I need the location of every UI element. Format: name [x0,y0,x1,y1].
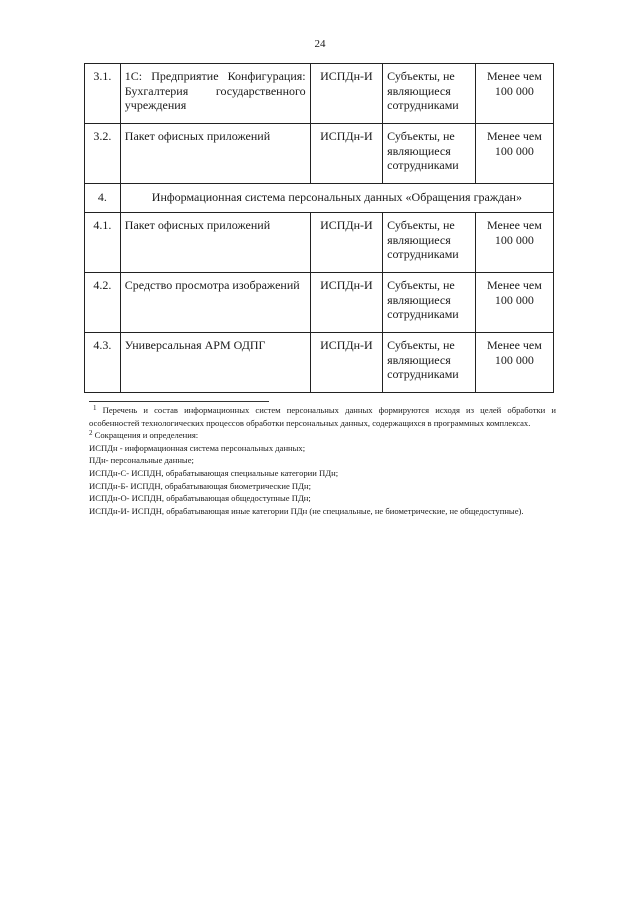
section-title: Информационная система персональных данных «Обращения граждан» [120,184,553,213]
section-number: 4. [85,184,121,213]
ispdn-type: ИСПДн-И [310,213,383,273]
row-number: 4.1. [85,213,121,273]
footnote-mark: 2 [89,429,93,438]
system-name: Универсальная АРМ ОДПГ [120,333,310,393]
data-subjects: Субъекты, не являющиеся сотрудниками [383,213,476,273]
ispdn-type: ИСПДн-И [310,333,383,393]
row-number: 3.1. [85,64,121,124]
table-row [85,124,554,184]
table-row [85,64,554,124]
abbreviations-heading: Сокращения и определения: [94,430,199,441]
row-number: 4.3. [85,333,121,393]
abbreviation-line: ПДн- персональные данные; [89,455,194,466]
footnotes [89,404,556,517]
abbreviation-line: ИСПДн-И- ИСПДН, обрабатывающая иные категории ПДн (не специальные, не биометрические, не общедоступные). [89,505,524,516]
footnote-2 [89,429,556,517]
data-volume: Менее чем 100 000 [475,124,553,184]
footnote-1 [89,404,556,429]
system-name: Средство просмотра изображений [120,273,310,333]
data-volume: Менее чем 100 000 [475,273,553,333]
ispdn-type: ИСПДн-И [310,273,383,333]
abbreviation-line: ИСПДн-Б- ИСПДН, обрабатывающая биометрические ПДн; [89,480,311,491]
section-row [85,184,554,213]
data-subjects: Субъекты, не являющиеся сотрудниками [383,333,476,393]
data-subjects: Субъекты, не являющиеся сотрудниками [383,64,476,124]
abbreviation-line: ИСПДн-С- ИСПДН, обрабатывающая специальные категории ПДн; [89,467,339,478]
row-number: 3.2. [85,124,121,184]
abbreviation-line: ИСПДн - информационная система персональных данных; [89,442,306,453]
data-volume: Менее чем 100 000 [475,333,553,393]
data-subjects: Субъекты, не являющиеся сотрудниками [383,124,476,184]
ispdn-type: ИСПДн-И [310,124,383,184]
footnote-mark: 1 [93,404,97,412]
table-row [85,333,554,393]
system-name: 1С: Предприятие Конфигурация: Бухгалтерия государственного учреждения [120,64,310,124]
ispdn-type: ИСПДн-И [310,64,383,124]
table-row [85,273,554,333]
row-number: 4.2. [85,273,121,333]
system-name: Пакет офисных приложений [120,124,310,184]
table-row [85,213,554,273]
page-number: 24 [314,38,326,50]
footnote-separator [89,401,269,402]
footnote-1-text: Перечень и состав информационных систем персональных данных формируются исходя из целей обработки и особенностей технологических процессов обработки персональных данных, содержащихся в программных комплексах. [89,405,557,428]
ispdn-table [84,63,554,393]
data-subjects: Субъекты, не являющиеся сотрудниками [383,273,476,333]
system-name: Пакет офисных приложений [120,213,310,273]
data-volume: Менее чем 100 000 [475,64,553,124]
abbreviation-line: ИСПДн-О- ИСПДН, обрабатывающая общедоступные ПДн; [89,493,311,504]
data-volume: Менее чем 100 000 [475,213,553,273]
